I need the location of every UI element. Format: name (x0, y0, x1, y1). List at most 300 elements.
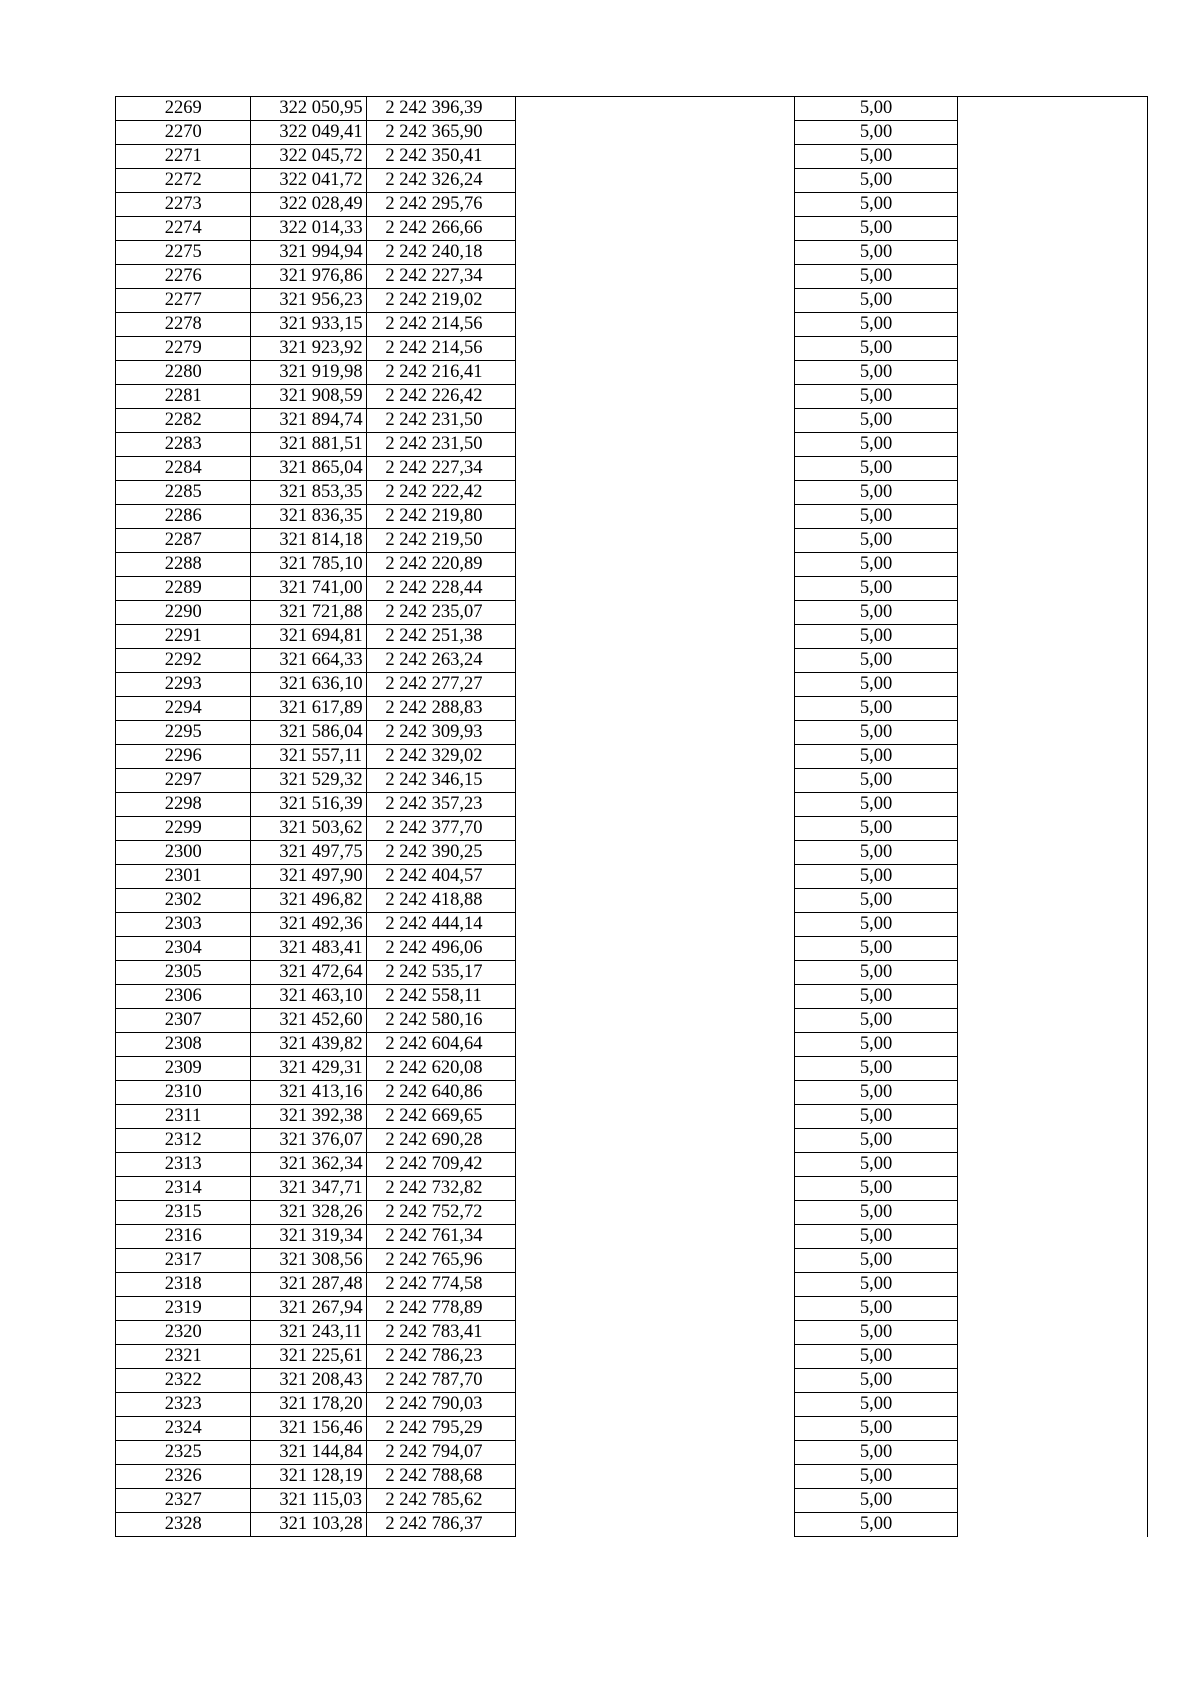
table-row (116, 961, 1148, 985)
table-row (116, 1489, 1148, 1513)
empty-cell (516, 649, 795, 673)
value-cell: 5,00 (795, 1417, 958, 1441)
empty-cell (958, 721, 1148, 745)
value-cell: 5,00 (795, 769, 958, 793)
empty-cell (516, 241, 795, 265)
empty-cell (958, 481, 1148, 505)
empty-cell (516, 1441, 795, 1465)
point-number-cell: 2316 (116, 1225, 251, 1249)
x-coordinate-cell: 321 128,19 (251, 1465, 367, 1489)
point-number-cell: 2322 (116, 1369, 251, 1393)
value-cell: 5,00 (795, 961, 958, 985)
value-cell: 5,00 (795, 145, 958, 169)
point-number-cell: 2297 (116, 769, 251, 793)
empty-cell (516, 1321, 795, 1345)
empty-cell (516, 1153, 795, 1177)
table-row (116, 97, 1148, 121)
x-coordinate-cell: 321 452,60 (251, 1009, 367, 1033)
x-coordinate-cell: 321 933,15 (251, 313, 367, 337)
x-coordinate-cell: 321 439,82 (251, 1033, 367, 1057)
x-coordinate-cell: 321 694,81 (251, 625, 367, 649)
empty-cell (516, 169, 795, 193)
empty-cell (516, 1489, 795, 1513)
empty-cell (958, 361, 1148, 385)
empty-cell (516, 1105, 795, 1129)
point-number-cell: 2327 (116, 1489, 251, 1513)
table-row (116, 1105, 1148, 1129)
point-number-cell: 2281 (116, 385, 251, 409)
empty-cell (958, 625, 1148, 649)
x-coordinate-cell: 321 994,94 (251, 241, 367, 265)
value-cell: 5,00 (795, 1225, 958, 1249)
value-cell: 5,00 (795, 481, 958, 505)
empty-cell (958, 1177, 1148, 1201)
point-number-cell: 2276 (116, 265, 251, 289)
point-number-cell: 2282 (116, 409, 251, 433)
value-cell: 5,00 (795, 505, 958, 529)
empty-cell (516, 313, 795, 337)
x-coordinate-cell: 321 156,46 (251, 1417, 367, 1441)
empty-cell (516, 577, 795, 601)
x-coordinate-cell: 321 362,34 (251, 1153, 367, 1177)
point-number-cell: 2320 (116, 1321, 251, 1345)
point-number-cell: 2324 (116, 1417, 251, 1441)
table-row (116, 457, 1148, 481)
point-number-cell: 2313 (116, 1153, 251, 1177)
empty-cell (516, 121, 795, 145)
empty-cell (516, 985, 795, 1009)
x-coordinate-cell: 321 617,89 (251, 697, 367, 721)
empty-cell (958, 1345, 1148, 1369)
table-row (116, 841, 1148, 865)
value-cell: 5,00 (795, 1321, 958, 1345)
x-coordinate-cell: 321 785,10 (251, 553, 367, 577)
y-coordinate-cell: 2 242 787,70 (367, 1369, 516, 1393)
value-cell: 5,00 (795, 385, 958, 409)
point-number-cell: 2303 (116, 913, 251, 937)
value-cell: 5,00 (795, 1441, 958, 1465)
x-coordinate-cell: 321 497,75 (251, 841, 367, 865)
y-coordinate-cell: 2 242 794,07 (367, 1441, 516, 1465)
value-cell: 5,00 (795, 697, 958, 721)
table-row (116, 1417, 1148, 1441)
table-row (116, 1513, 1148, 1537)
x-coordinate-cell: 321 814,18 (251, 529, 367, 553)
empty-cell (516, 1177, 795, 1201)
empty-cell (516, 361, 795, 385)
table-row (116, 1009, 1148, 1033)
value-cell: 5,00 (795, 337, 958, 361)
y-coordinate-cell: 2 242 214,56 (367, 337, 516, 361)
point-number-cell: 2288 (116, 553, 251, 577)
point-number-cell: 2290 (116, 601, 251, 625)
x-coordinate-cell: 321 308,56 (251, 1249, 367, 1273)
empty-cell (958, 409, 1148, 433)
point-number-cell: 2311 (116, 1105, 251, 1129)
y-coordinate-cell: 2 242 214,56 (367, 313, 516, 337)
empty-cell (958, 745, 1148, 769)
value-cell: 5,00 (795, 241, 958, 265)
value-cell: 5,00 (795, 217, 958, 241)
table-row (116, 625, 1148, 649)
y-coordinate-cell: 2 242 620,08 (367, 1057, 516, 1081)
empty-cell (516, 1033, 795, 1057)
y-coordinate-cell: 2 242 604,64 (367, 1033, 516, 1057)
y-coordinate-cell: 2 242 752,72 (367, 1201, 516, 1225)
x-coordinate-cell: 321 483,41 (251, 937, 367, 961)
x-coordinate-cell: 321 881,51 (251, 433, 367, 457)
value-cell: 5,00 (795, 817, 958, 841)
empty-cell (958, 985, 1148, 1009)
empty-cell (516, 97, 795, 121)
x-coordinate-cell: 321 496,82 (251, 889, 367, 913)
empty-cell (958, 769, 1148, 793)
value-cell: 5,00 (795, 457, 958, 481)
empty-cell (958, 217, 1148, 241)
x-coordinate-cell: 321 208,43 (251, 1369, 367, 1393)
point-number-cell: 2314 (116, 1177, 251, 1201)
empty-cell (516, 1249, 795, 1273)
empty-cell (516, 1369, 795, 1393)
table-row (116, 361, 1148, 385)
y-coordinate-cell: 2 242 785,62 (367, 1489, 516, 1513)
empty-cell (516, 865, 795, 889)
y-coordinate-cell: 2 242 580,16 (367, 1009, 516, 1033)
empty-cell (958, 1273, 1148, 1297)
table-row (116, 601, 1148, 625)
y-coordinate-cell: 2 242 227,34 (367, 457, 516, 481)
point-number-cell: 2294 (116, 697, 251, 721)
x-coordinate-cell: 322 041,72 (251, 169, 367, 193)
point-number-cell: 2287 (116, 529, 251, 553)
value-cell: 5,00 (795, 985, 958, 1009)
point-number-cell: 2296 (116, 745, 251, 769)
y-coordinate-cell: 2 242 295,76 (367, 193, 516, 217)
x-coordinate-cell: 322 049,41 (251, 121, 367, 145)
table-row (116, 1201, 1148, 1225)
point-number-cell: 2315 (116, 1201, 251, 1225)
value-cell: 5,00 (795, 625, 958, 649)
x-coordinate-cell: 321 586,04 (251, 721, 367, 745)
point-number-cell: 2301 (116, 865, 251, 889)
empty-cell (958, 1513, 1148, 1537)
table-row (116, 289, 1148, 313)
table-row (116, 1297, 1148, 1321)
empty-cell (958, 313, 1148, 337)
value-cell: 5,00 (795, 265, 958, 289)
value-cell: 5,00 (795, 577, 958, 601)
value-cell: 5,00 (795, 889, 958, 913)
y-coordinate-cell: 2 242 329,02 (367, 745, 516, 769)
empty-cell (516, 1129, 795, 1153)
empty-cell (958, 1105, 1148, 1129)
point-number-cell: 2328 (116, 1513, 251, 1537)
value-cell: 5,00 (795, 1249, 958, 1273)
empty-cell (958, 793, 1148, 817)
coordinates-table-body (116, 97, 1148, 1537)
empty-cell (958, 1297, 1148, 1321)
value-cell: 5,00 (795, 1081, 958, 1105)
x-coordinate-cell: 321 392,38 (251, 1105, 367, 1129)
table-row (116, 1177, 1148, 1201)
x-coordinate-cell: 321 328,26 (251, 1201, 367, 1225)
x-coordinate-cell: 321 503,62 (251, 817, 367, 841)
y-coordinate-cell: 2 242 774,58 (367, 1273, 516, 1297)
table-row (116, 673, 1148, 697)
value-cell: 5,00 (795, 601, 958, 625)
y-coordinate-cell: 2 242 216,41 (367, 361, 516, 385)
empty-cell (958, 289, 1148, 313)
empty-cell (516, 289, 795, 313)
point-number-cell: 2307 (116, 1009, 251, 1033)
y-coordinate-cell: 2 242 365,90 (367, 121, 516, 145)
empty-cell (958, 817, 1148, 841)
value-cell: 5,00 (795, 1369, 958, 1393)
empty-cell (958, 529, 1148, 553)
x-coordinate-cell: 321 103,28 (251, 1513, 367, 1537)
point-number-cell: 2319 (116, 1297, 251, 1321)
x-coordinate-cell: 321 319,34 (251, 1225, 367, 1249)
x-coordinate-cell: 321 741,00 (251, 577, 367, 601)
x-coordinate-cell: 321 516,39 (251, 793, 367, 817)
table-row (116, 1369, 1148, 1393)
table-row (116, 1249, 1148, 1273)
table-row (116, 985, 1148, 1009)
point-number-cell: 2299 (116, 817, 251, 841)
x-coordinate-cell: 321 497,90 (251, 865, 367, 889)
empty-cell (958, 145, 1148, 169)
empty-cell (516, 745, 795, 769)
empty-cell (516, 457, 795, 481)
x-coordinate-cell: 321 853,35 (251, 481, 367, 505)
empty-cell (958, 1153, 1148, 1177)
x-coordinate-cell: 321 144,84 (251, 1441, 367, 1465)
point-number-cell: 2272 (116, 169, 251, 193)
value-cell: 5,00 (795, 1033, 958, 1057)
y-coordinate-cell: 2 242 227,34 (367, 265, 516, 289)
y-coordinate-cell: 2 242 377,70 (367, 817, 516, 841)
value-cell: 5,00 (795, 169, 958, 193)
y-coordinate-cell: 2 242 690,28 (367, 1129, 516, 1153)
empty-cell (958, 1009, 1148, 1033)
x-coordinate-cell: 321 529,32 (251, 769, 367, 793)
empty-cell (516, 385, 795, 409)
x-coordinate-cell: 321 463,10 (251, 985, 367, 1009)
table-row (116, 889, 1148, 913)
y-coordinate-cell: 2 242 251,38 (367, 625, 516, 649)
empty-cell (516, 889, 795, 913)
x-coordinate-cell: 321 287,48 (251, 1273, 367, 1297)
y-coordinate-cell: 2 242 765,96 (367, 1249, 516, 1273)
empty-cell (516, 145, 795, 169)
point-number-cell: 2278 (116, 313, 251, 337)
point-number-cell: 2274 (116, 217, 251, 241)
empty-cell (958, 433, 1148, 457)
table-row (116, 769, 1148, 793)
y-coordinate-cell: 2 242 390,25 (367, 841, 516, 865)
table-row (116, 265, 1148, 289)
empty-cell (516, 553, 795, 577)
empty-cell (958, 841, 1148, 865)
y-coordinate-cell: 2 242 558,11 (367, 985, 516, 1009)
y-coordinate-cell: 2 242 357,23 (367, 793, 516, 817)
coordinates-table (115, 96, 1148, 1537)
empty-cell (958, 121, 1148, 145)
table-row (116, 481, 1148, 505)
empty-cell (958, 1033, 1148, 1057)
point-number-cell: 2300 (116, 841, 251, 865)
value-cell: 5,00 (795, 553, 958, 577)
x-coordinate-cell: 321 347,71 (251, 1177, 367, 1201)
empty-cell (958, 265, 1148, 289)
value-cell: 5,00 (795, 1297, 958, 1321)
x-coordinate-cell: 321 557,11 (251, 745, 367, 769)
y-coordinate-cell: 2 242 788,68 (367, 1465, 516, 1489)
y-coordinate-cell: 2 242 219,02 (367, 289, 516, 313)
empty-cell (958, 601, 1148, 625)
table-row (116, 577, 1148, 601)
value-cell: 5,00 (795, 529, 958, 553)
point-number-cell: 2318 (116, 1273, 251, 1297)
table-row (116, 649, 1148, 673)
y-coordinate-cell: 2 242 266,66 (367, 217, 516, 241)
x-coordinate-cell: 321 492,36 (251, 913, 367, 937)
y-coordinate-cell: 2 242 219,80 (367, 505, 516, 529)
x-coordinate-cell: 321 976,86 (251, 265, 367, 289)
empty-cell (958, 1441, 1148, 1465)
point-number-cell: 2305 (116, 961, 251, 985)
value-cell: 5,00 (795, 433, 958, 457)
empty-cell (516, 1393, 795, 1417)
y-coordinate-cell: 2 242 786,23 (367, 1345, 516, 1369)
y-coordinate-cell: 2 242 231,50 (367, 409, 516, 433)
empty-cell (516, 601, 795, 625)
y-coordinate-cell: 2 242 346,15 (367, 769, 516, 793)
x-coordinate-cell: 321 115,03 (251, 1489, 367, 1513)
table-row (116, 817, 1148, 841)
empty-cell (516, 1345, 795, 1369)
empty-cell (958, 385, 1148, 409)
x-coordinate-cell: 321 664,33 (251, 649, 367, 673)
y-coordinate-cell: 2 242 309,93 (367, 721, 516, 745)
x-coordinate-cell: 321 225,61 (251, 1345, 367, 1369)
value-cell: 5,00 (795, 289, 958, 313)
point-number-cell: 2279 (116, 337, 251, 361)
table-row (116, 1033, 1148, 1057)
value-cell: 5,00 (795, 1393, 958, 1417)
x-coordinate-cell: 322 045,72 (251, 145, 367, 169)
y-coordinate-cell: 2 242 795,29 (367, 1417, 516, 1441)
y-coordinate-cell: 2 242 669,65 (367, 1105, 516, 1129)
empty-cell (516, 1081, 795, 1105)
x-coordinate-cell: 321 178,20 (251, 1393, 367, 1417)
point-number-cell: 2325 (116, 1441, 251, 1465)
x-coordinate-cell: 322 028,49 (251, 193, 367, 217)
table-row (116, 745, 1148, 769)
empty-cell (516, 265, 795, 289)
point-number-cell: 2295 (116, 721, 251, 745)
table-row (116, 337, 1148, 361)
y-coordinate-cell: 2 242 496,06 (367, 937, 516, 961)
point-number-cell: 2273 (116, 193, 251, 217)
table-row (116, 1345, 1148, 1369)
empty-cell (958, 553, 1148, 577)
x-coordinate-cell: 321 894,74 (251, 409, 367, 433)
x-coordinate-cell: 321 413,16 (251, 1081, 367, 1105)
value-cell: 5,00 (795, 361, 958, 385)
empty-cell (516, 1273, 795, 1297)
value-cell: 5,00 (795, 121, 958, 145)
point-number-cell: 2289 (116, 577, 251, 601)
point-number-cell: 2280 (116, 361, 251, 385)
value-cell: 5,00 (795, 1129, 958, 1153)
table-row (116, 865, 1148, 889)
empty-cell (516, 769, 795, 793)
x-coordinate-cell: 321 243,11 (251, 1321, 367, 1345)
table-row (116, 793, 1148, 817)
table-row (116, 505, 1148, 529)
point-number-cell: 2298 (116, 793, 251, 817)
value-cell: 5,00 (795, 913, 958, 937)
empty-cell (958, 505, 1148, 529)
value-cell: 5,00 (795, 649, 958, 673)
empty-cell (958, 913, 1148, 937)
empty-cell (958, 937, 1148, 961)
value-cell: 5,00 (795, 937, 958, 961)
empty-cell (958, 169, 1148, 193)
x-coordinate-cell: 321 472,64 (251, 961, 367, 985)
y-coordinate-cell: 2 242 418,88 (367, 889, 516, 913)
table-row (116, 937, 1148, 961)
x-coordinate-cell: 321 636,10 (251, 673, 367, 697)
empty-cell (958, 889, 1148, 913)
point-number-cell: 2308 (116, 1033, 251, 1057)
x-coordinate-cell: 321 429,31 (251, 1057, 367, 1081)
point-number-cell: 2292 (116, 649, 251, 673)
empty-cell (516, 673, 795, 697)
table-row (116, 1321, 1148, 1345)
table-row (116, 553, 1148, 577)
point-number-cell: 2286 (116, 505, 251, 529)
y-coordinate-cell: 2 242 240,18 (367, 241, 516, 265)
empty-cell (958, 97, 1148, 121)
x-coordinate-cell: 321 267,94 (251, 1297, 367, 1321)
point-number-cell: 2271 (116, 145, 251, 169)
point-number-cell: 2285 (116, 481, 251, 505)
point-number-cell: 2317 (116, 1249, 251, 1273)
y-coordinate-cell: 2 242 783,41 (367, 1321, 516, 1345)
value-cell: 5,00 (795, 1057, 958, 1081)
empty-cell (516, 529, 795, 553)
point-number-cell: 2284 (116, 457, 251, 481)
x-coordinate-cell: 321 908,59 (251, 385, 367, 409)
y-coordinate-cell: 2 242 222,42 (367, 481, 516, 505)
x-coordinate-cell: 321 923,92 (251, 337, 367, 361)
empty-cell (516, 1009, 795, 1033)
point-number-cell: 2291 (116, 625, 251, 649)
empty-cell (958, 1201, 1148, 1225)
value-cell: 5,00 (795, 97, 958, 121)
table-row (116, 433, 1148, 457)
empty-cell (516, 217, 795, 241)
empty-cell (958, 193, 1148, 217)
empty-cell (516, 697, 795, 721)
point-number-cell: 2309 (116, 1057, 251, 1081)
empty-cell (516, 1417, 795, 1441)
empty-cell (958, 1249, 1148, 1273)
empty-cell (958, 1489, 1148, 1513)
empty-cell (516, 1201, 795, 1225)
